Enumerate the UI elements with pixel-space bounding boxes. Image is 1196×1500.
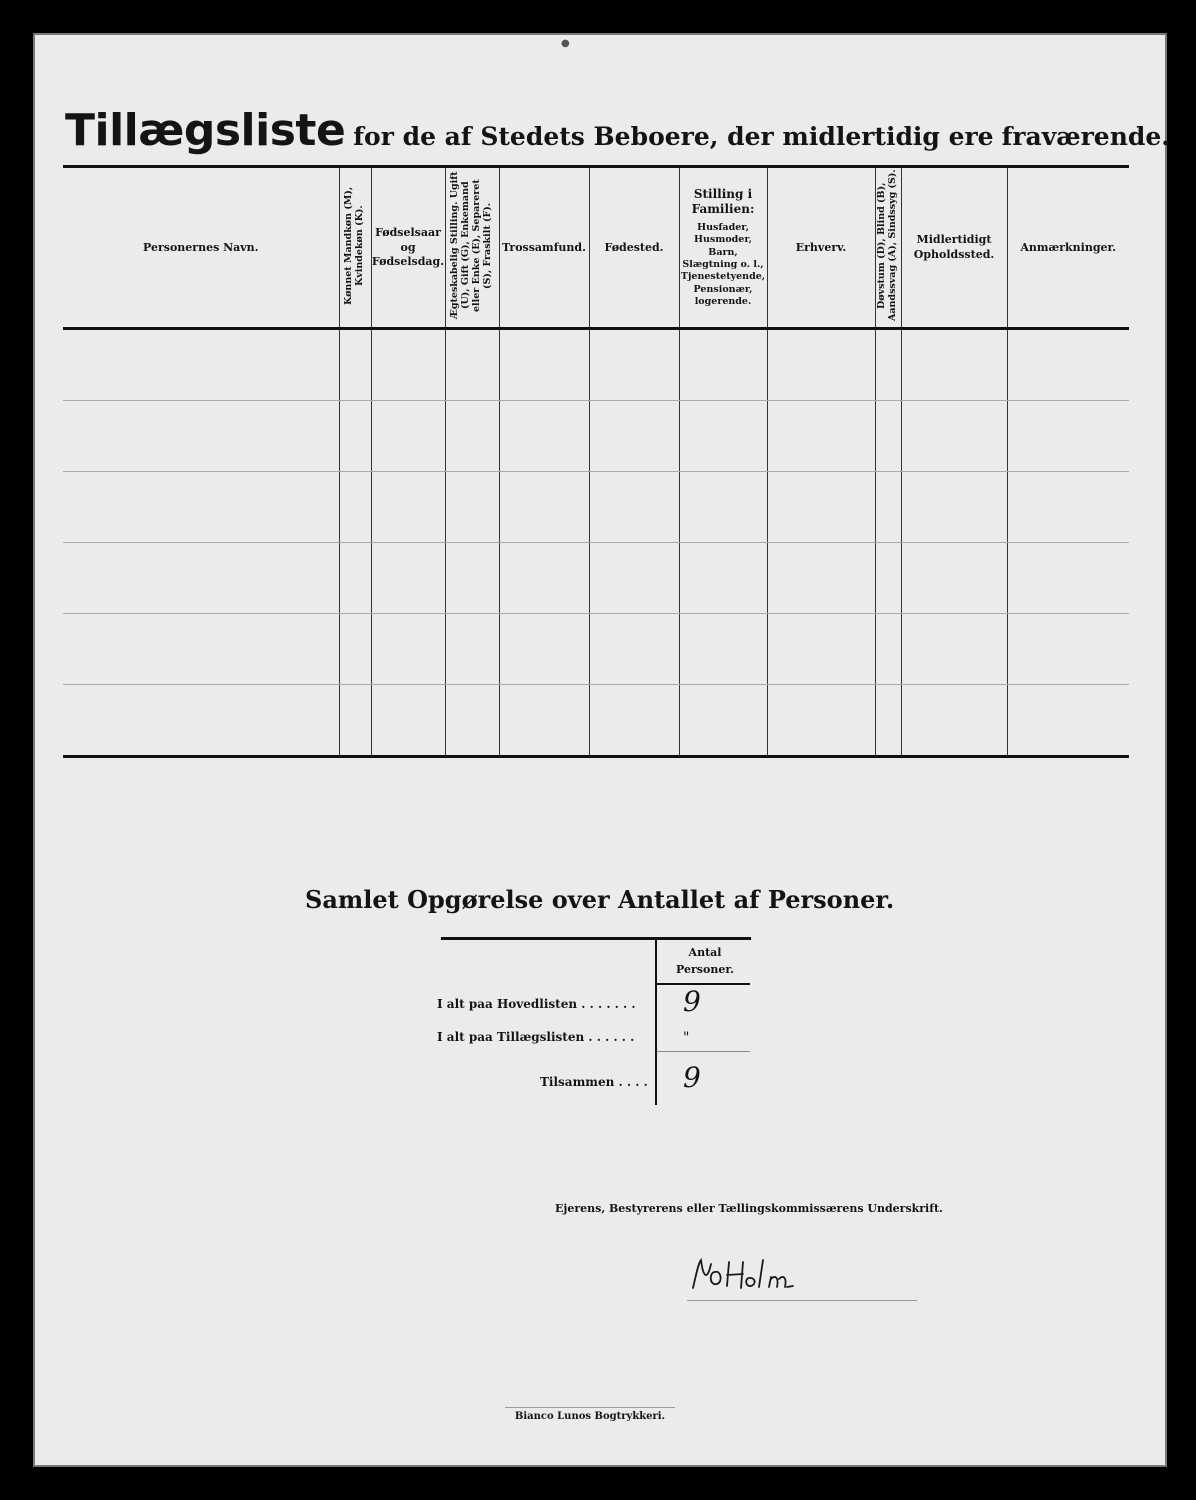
table-row [63,614,1129,685]
table-header-row [63,167,1129,329]
table-row [63,401,1129,472]
signature-label: Ejerens, Bestyrerens eller Tællingskommissærens Underskrift. [555,1202,943,1215]
summary-row-rule [657,1051,750,1052]
title-main: Tillægsliste [65,105,346,156]
col-header-family-label: Stilling i Familien: [691,186,755,217]
summary-value-supplement-list: " [683,1030,690,1046]
title-rest: for de af Stedets Beboere, der midlertidig ere [353,122,994,151]
summary-label-total: Tilsammen . . . . [540,1075,648,1089]
summary-column-header: Antal Personer. [676,946,734,976]
signature-handwriting [687,1250,917,1300]
summary-label-supplement-list: I alt paa Tillægslisten . . . . . . [437,1030,635,1044]
title-emphasis: fraværende. [1001,122,1170,151]
table-row [63,329,1129,401]
col-header-sex [339,167,371,329]
summary-label-main-list: I alt paa Hovedlisten . . . . . . . [437,997,636,1011]
form-title [65,105,1170,165]
signature [687,1250,917,1301]
col-header-marital [445,167,499,329]
col-header-occupation: Erhverv. [767,167,875,329]
printer-imprint: Bianco Lunos Bogtrykkeri. [505,1407,675,1422]
col-header-family-sub: Husfader, Husmoder, Barn, Slægtning o. l., Tjenestetyende, Pensionær, logerende. [680,222,766,308]
col-header-birth: Fødselsaar og Fødselsdag. [371,167,445,329]
col-header-name: Personernes Navn. [142,240,259,254]
summary-value-total: 9 [683,1061,701,1094]
summary-header-rule [657,983,750,985]
summary-value-main-list: 9 [683,985,701,1018]
summary-top-rule [441,937,751,940]
summary-vertical-rule [655,938,657,1105]
col-header-disability [875,167,901,329]
summary-title: Samlet Opgørelse over Antallet af Personer. [305,885,895,914]
census-form-page [33,33,1170,1467]
col-header-marital-label: Ægteskabelig Stilling. Ugift (U), Gift (G), Enkemand eller Enke (E), Separeret (S), Fraskilt (F). [449,171,493,320]
table-row [63,472,1129,543]
col-header-birthplace: Fødested. [589,167,679,329]
col-header-family-position [679,167,767,329]
absentee-table [63,165,1129,758]
col-header-remarks: Anmærkninger. [1007,167,1129,329]
table-row [63,685,1129,757]
col-header-disability-label: Døvstum (D), Blind (B), Aandssvag (A), Sindssyg (S). [876,169,898,322]
col-header-religion: Trossamfund. [499,167,589,329]
col-header-sex-label: Kønnet Mandkøn (M), Kvindekøn (K). [343,186,365,305]
registration-mark: ● [561,38,570,49]
table-row [63,543,1129,614]
col-header-temp-residence: Midlertidigt Opholdssted. [901,167,1007,329]
